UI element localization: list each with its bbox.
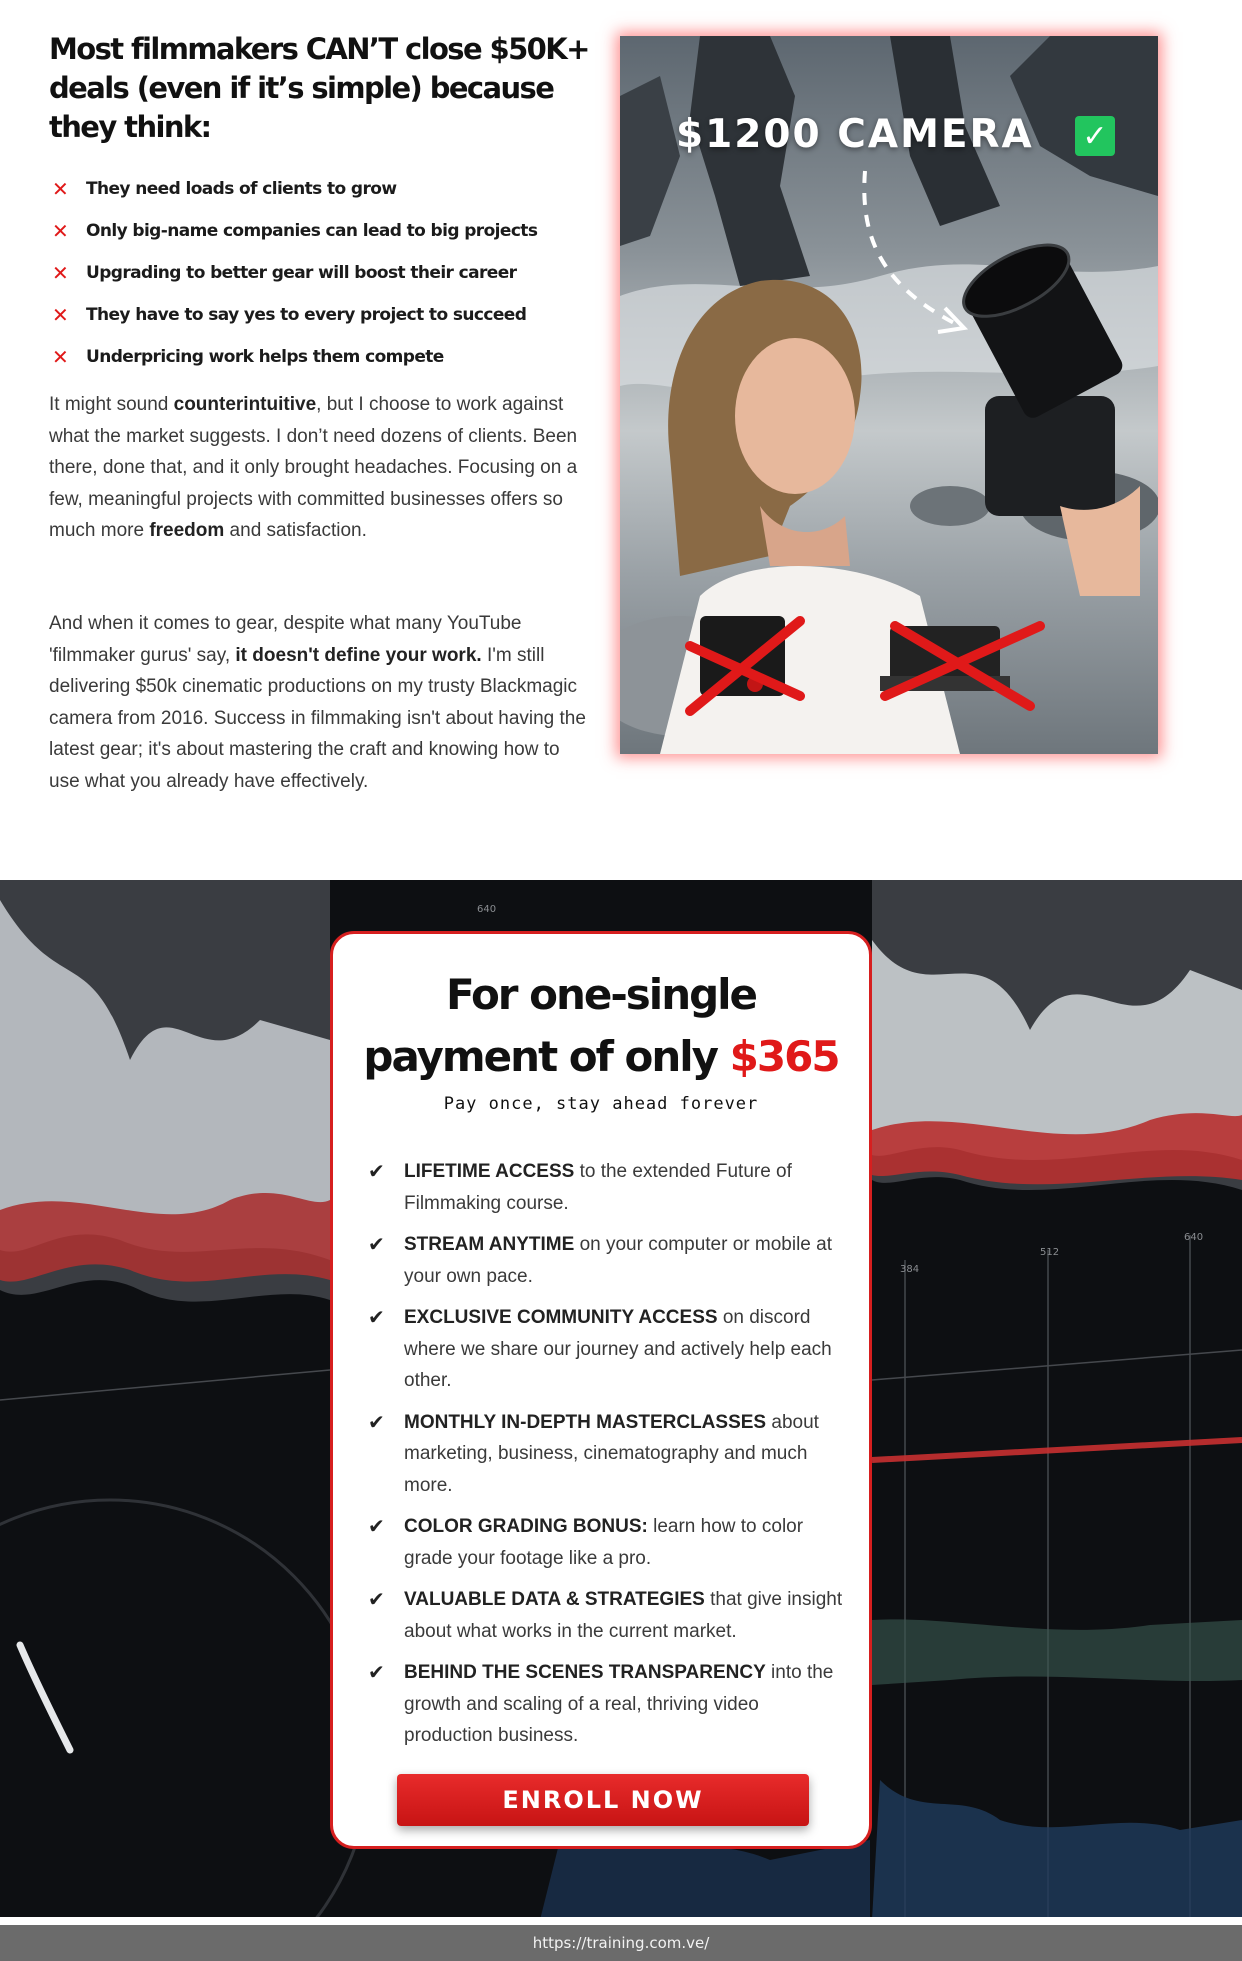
x-mark-icon: ✕	[52, 261, 69, 285]
feature-item: ✔ STREAM ANYTIME on your computer or mobile at your own pace.	[368, 1229, 848, 1292]
x-mark-icon: ✕	[52, 177, 69, 201]
list-item: ✕ They need loads of clients to grow	[52, 177, 397, 201]
pricing-subtitle: Pay once, stay ahead forever	[443, 1094, 759, 1114]
check-icon: ✔	[368, 1305, 385, 1329]
price: $365	[729, 1032, 839, 1081]
x-mark-icon: ✕	[52, 345, 69, 369]
scope-tick-label: 512	[1040, 1247, 1060, 1258]
camera-price-label: $1200 CAMERA	[676, 112, 1034, 157]
divider	[0, 1917, 1242, 1925]
paragraph-clients: It might sound counterintuitive, but I choose to work against what the market suggests. I don’t need dozens of clients. Been there, done that, and it only brought headaches. Focusing on a few, meaningful projects with committed businesses offers so much more freedom and satisfaction.	[49, 394, 578, 542]
scope-tick-label: 384	[900, 1264, 920, 1275]
feature-list	[368, 1156, 848, 1752]
check-icon: ✔	[368, 1514, 385, 1538]
x-mark-icon: ✕	[52, 303, 69, 327]
check-icon: ✔	[368, 1660, 385, 1684]
headline: Most filmmakers CAN’T close $50K+ deals (even if it’s simple) because they think:	[49, 32, 589, 144]
list-item: ✕ Upgrading to better gear will boost their career	[52, 261, 517, 285]
scope-tick-label: 640	[477, 904, 497, 915]
url-footer: https://training.com.ve/	[0, 1925, 1242, 1961]
scope-tick-label: 640	[1184, 1232, 1204, 1243]
x-mark-icon: ✕	[52, 219, 69, 243]
checkmark-icon: ✓	[1075, 116, 1115, 156]
feature-item: ✔ EXCLUSIVE COMMUNITY ACCESS on discord where we share our journey and actively help each other.	[368, 1302, 848, 1397]
misconception-list	[52, 168, 612, 378]
feature-item: ✔ LIFETIME ACCESS to the extended Future of Filmmaking course.	[368, 1156, 848, 1219]
pricing-card	[330, 931, 872, 1849]
check-icon: ✔	[368, 1409, 385, 1434]
filmmaker-photo	[620, 36, 1158, 754]
feature-item: ✔ MONTHLY IN-DEPTH MASTERCLASSES about marketing, business, cinematography and much more.	[368, 1407, 848, 1502]
list-item: ✕ Underpricing work helps them compete	[52, 345, 444, 369]
check-icon: ✔	[368, 1232, 385, 1256]
feature-item: ✔ BEHIND THE SCENES TRANSPARENCY into the growth and scaling of a real, thriving video production business.	[368, 1657, 848, 1752]
check-icon: ✔	[368, 1159, 385, 1183]
list-item: ✕ Only big-name companies can lead to big projects	[52, 219, 538, 243]
feature-item: ✔ VALUABLE DATA & STRATEGIES that give insight about what works in the current market.	[368, 1584, 848, 1647]
feature-item: ✔ COLOR GRADING BONUS: learn how to color grade your footage like a pro.	[368, 1511, 848, 1574]
check-icon: ✔	[368, 1587, 385, 1611]
list-item: ✕ They have to say yes to every project to succeed	[52, 303, 527, 327]
pricing-title: For one-single payment of only $365	[363, 970, 839, 1081]
paragraph-gear: And when it comes to gear, despite what many YouTube 'filmmaker gurus' say, it doesn't define your work. I'm still delivering $50k cinematic productions on my trusty Blackmagic camera from 2016. Success in filmmaking isn't about having the latest gear; it's about mastering the craft and knowing how to use what you already have effectively.	[49, 613, 586, 792]
intro-section	[0, 0, 1242, 880]
enroll-now-button[interactable]: ENROLL NOW	[397, 1774, 809, 1826]
